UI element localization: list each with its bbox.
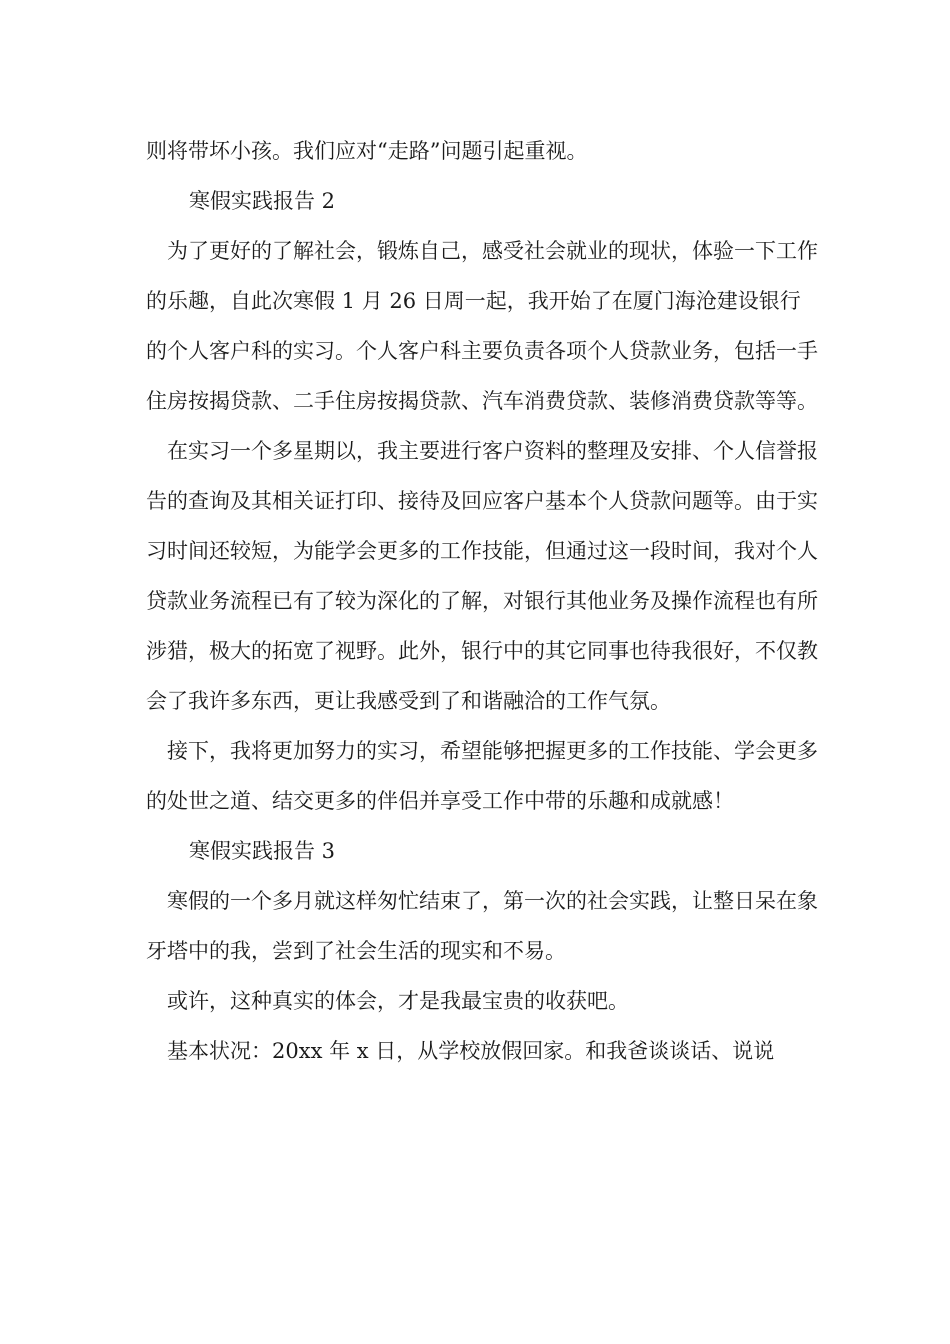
paragraph-internship-work: 在实习一个多星期以，我主要进行客户资料的整理及安排、个人信誉报告的查询及其相关证打印、接待及回应客户基本个人贷款问题等。由于实习时间还较短，为能学会更多的工作技能，但通过这一段时间，我对个人贷款业务流程已有了较为深化的了解，对银行其他业务及操作流程也有所涉猎，极大的拓宽了视野。此外，银行中的其它同事也待我很好，不仅教会了我许多东西，更让我感受到了和谐融洽的工作气氛。 <box>146 439 818 713</box>
paragraph-internship-intro: 为了更好的了解社会，锻炼自己，感受社会就业的现状，体验一下工作的乐趣，自此次寒假 1 月 26 日周一起，我开始了在厦门海沧建设银行的个人客户科的实习。个人客户科主要负责各项个人贷款业务，包括一手住房按揭贷款、二手住房按揭贷款、汽车消费贷款、装修消费贷款等等。 <box>146 239 818 413</box>
paragraph-continuation: 则将带坏小孩。我们应对“走路”问题引起重视。 <box>146 139 588 163</box>
section-heading-report-3: 寒假实践报告 3 <box>189 839 336 863</box>
paragraph-internship-plan: 接下，我将更加努力的实习，希望能够把握更多的工作技能、学会更多的处世之道、结交更多的伴侣并享受工作中带的乐趣和成就感！ <box>146 739 818 813</box>
section-heading-report-2: 寒假实践报告 2 <box>189 189 336 213</box>
paragraph-winter-break: 寒假的一个多月就这样匆忙结束了，第一次的社会实践，让整日呆在象牙塔中的我，尝到了社会生活的现实和不易。 <box>146 889 818 963</box>
paragraph-basic-situation: 基本状况：20xx 年 x 日，从学校放假回家。和我爸谈谈话、说说 <box>167 1039 775 1063</box>
paragraph-reflection: 或许，这种真实的体会，才是我最宝贵的收获吧。 <box>167 989 629 1013</box>
document-body <box>146 126 818 1076</box>
